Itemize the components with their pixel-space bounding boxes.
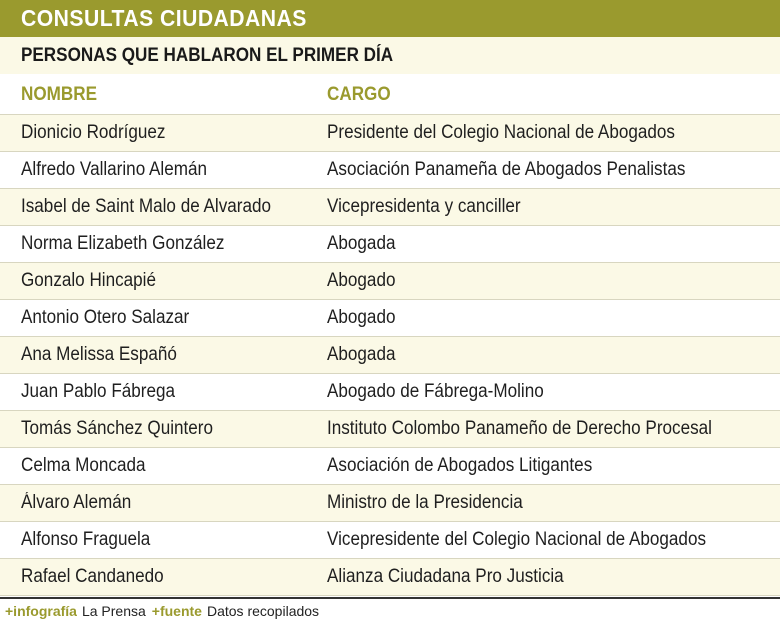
table-row xyxy=(0,226,780,263)
person-name: Gonzalo Hincapié xyxy=(21,270,156,291)
table-body xyxy=(0,115,780,596)
table-row xyxy=(0,559,780,596)
person-name: Isabel de Saint Malo de Alvarado xyxy=(21,196,272,217)
table-row xyxy=(0,152,780,189)
person-cargo: Asociación Panameña de Abogados Penalistas xyxy=(327,159,686,180)
person-cargo: Asociación de Abogados Litigantes xyxy=(327,455,593,476)
person-name: Alfonso Fraguela xyxy=(21,529,151,550)
person-cargo: Vicepresidenta y canciller xyxy=(327,196,521,217)
person-name: Norma Elizabeth González xyxy=(21,233,225,254)
table-row xyxy=(0,189,780,226)
column-header-cargo: CARGO xyxy=(327,83,391,105)
table-row xyxy=(0,485,780,522)
table-row xyxy=(0,374,780,411)
table-row xyxy=(0,448,780,485)
person-cargo: Abogada xyxy=(327,344,396,365)
person-name: Celma Moncada xyxy=(21,455,146,476)
person-cargo: Ministro de la Presidencia xyxy=(327,492,523,513)
person-cargo: Abogada xyxy=(327,233,396,254)
table-row xyxy=(0,263,780,300)
fuente-value: Datos recopilados xyxy=(206,603,320,619)
person-name: Rafael Candanedo xyxy=(21,566,164,587)
table-row xyxy=(0,115,780,152)
person-cargo: Presidente del Colegio Nacional de Abogados xyxy=(327,122,675,143)
person-cargo: Instituto Colombo Panameño de Derecho Procesal xyxy=(327,418,712,439)
person-name: Ana Melissa Españó xyxy=(21,344,177,365)
page-title: CONSULTAS CIUDADANAS xyxy=(21,5,307,31)
person-cargo: Alianza Ciudadana Pro Justicia xyxy=(327,566,564,587)
infografia-label: +infografía xyxy=(5,603,77,619)
table-row xyxy=(0,411,780,448)
person-name: Álvaro Alemán xyxy=(21,492,132,513)
subtitle-bar xyxy=(0,37,780,75)
credits-footer xyxy=(0,597,780,623)
person-cargo: Abogado de Fábrega-Molino xyxy=(327,381,544,402)
infografia-value: La Prensa xyxy=(81,603,146,619)
column-header-name: NOMBRE xyxy=(21,83,98,105)
person-name: Alfredo Vallarino Alemán xyxy=(21,159,207,180)
person-cargo: Vicepresidente del Colegio Nacional de Abogados xyxy=(327,529,707,550)
people-table xyxy=(0,75,780,596)
person-name: Dionicio Rodríguez xyxy=(21,122,166,143)
person-name: Juan Pablo Fábrega xyxy=(21,381,176,402)
table-header-row xyxy=(0,75,780,115)
title-bar xyxy=(0,0,780,37)
person-cargo: Abogado xyxy=(327,307,396,328)
person-name: Tomás Sánchez Quintero xyxy=(21,418,214,439)
person-name: Antonio Otero Salazar xyxy=(21,307,190,328)
fuente-label: +fuente xyxy=(151,603,202,619)
person-cargo: Abogado xyxy=(327,270,396,291)
table-row xyxy=(0,522,780,559)
table-row xyxy=(0,300,780,337)
table-row xyxy=(0,337,780,374)
page-subtitle: PERSONAS QUE HABLARON EL PRIMER DÍA xyxy=(21,44,394,66)
